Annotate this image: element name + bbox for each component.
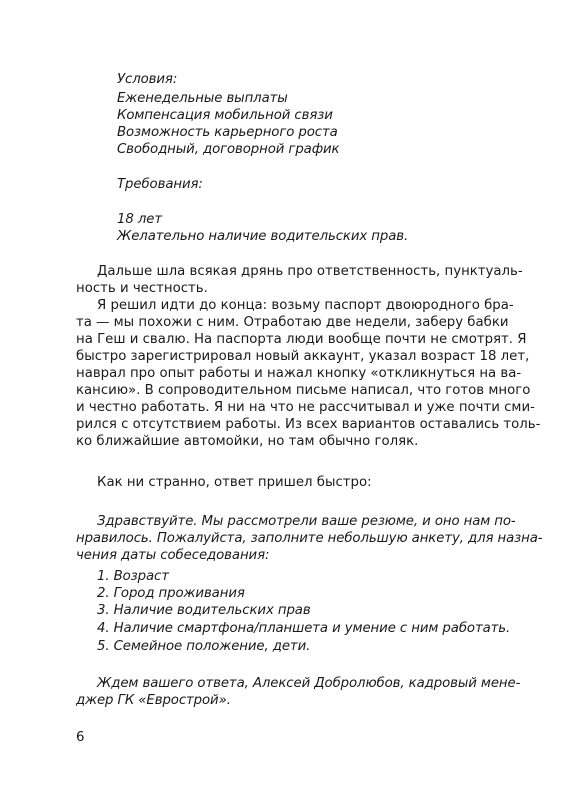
conditions-item: Еженедельные выплаты bbox=[117, 91, 288, 106]
body-line: та — мы похожи с ним. Отработаю две недели, заберу бабки bbox=[76, 315, 509, 330]
conditions-item: Компенсация мобильной связи bbox=[117, 108, 333, 123]
requirements-item: Желательно наличие водительских прав. bbox=[117, 229, 409, 244]
page-number: 6 bbox=[76, 730, 85, 745]
body-line: быстро зарегистрировал новый аккаунт, указал возраст 18 лет, bbox=[76, 349, 530, 364]
letter-list-item: 5. Семейное положение, дети. bbox=[97, 639, 311, 654]
letter-line: нравилось. Пожалуйста, заполните небольшую анкету, для назна- bbox=[76, 531, 543, 546]
requirements-heading: Требования: bbox=[117, 177, 203, 192]
body-line: рился с отсутствием работы. Из всех вариантов оставались толь- bbox=[76, 417, 541, 432]
body-line: кансию». В сопроводительном письме написал, что готов много bbox=[76, 383, 531, 398]
letter-list-item: 2. Город проживания bbox=[97, 586, 245, 601]
answer-intro: Как ни странно, ответ пришел быстро: bbox=[97, 475, 372, 490]
body-line: наврал про опыт работы и нажал кнопку «откликнуться на ва- bbox=[76, 366, 522, 381]
body-line: и честно работать. Я ни на что не рассчитывал и уже почти сми- bbox=[76, 400, 535, 415]
conditions-heading: Условия: bbox=[117, 72, 178, 87]
requirements-item: 18 лет bbox=[117, 212, 162, 227]
letter-list-item: 3. Наличие водительских прав bbox=[97, 603, 311, 618]
letter-signature-line: джер ГК «Еврострой». bbox=[76, 693, 231, 708]
letter-list-item: 1. Возраст bbox=[97, 569, 169, 584]
body-line: Я решил идти до конца: возьму паспорт двоюродного бра- bbox=[97, 298, 514, 313]
body-line: на Геш и свалю. На паспорта люди вообще почти не смотрят. Я bbox=[76, 332, 527, 347]
conditions-item: Возможность карьерного роста bbox=[117, 125, 338, 140]
letter-line: чения даты собеседования: bbox=[76, 548, 270, 563]
letter-line: Здравствуйте. Мы рассмотрели ваше резюме, и оно нам по- bbox=[97, 514, 516, 529]
letter-signature-line: Ждем вашего ответа, Алексей Добролюбов, кадровый мене- bbox=[97, 676, 521, 691]
letter-list-item: 4. Наличие смартфона/планшета и умение с ним работать. bbox=[97, 621, 511, 636]
conditions-item: Свободный, договорной график bbox=[117, 142, 340, 157]
body-line: ность и честность. bbox=[76, 281, 208, 296]
body-line: Дальше шла всякая дрянь про ответственность, пунктуаль- bbox=[97, 264, 523, 279]
body-line: ко ближайшие автомойки, но там обычно голяк. bbox=[76, 434, 419, 449]
